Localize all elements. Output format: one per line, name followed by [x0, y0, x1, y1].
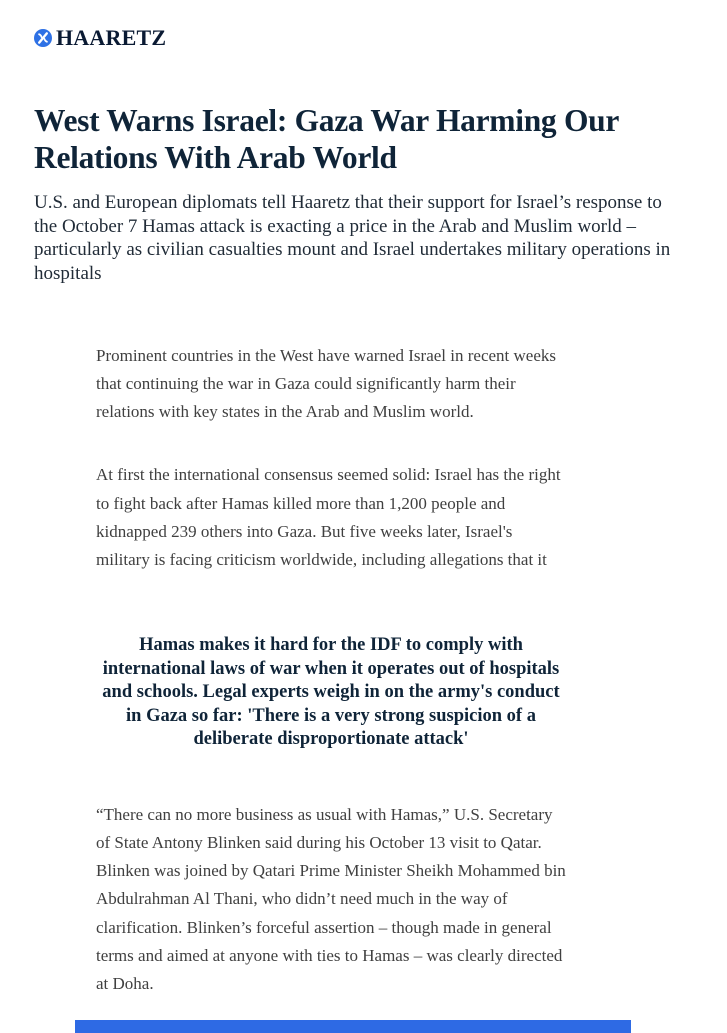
haaretz-globe-icon [34, 29, 52, 47]
bottom-banner-edge [75, 1020, 631, 1033]
body-paragraph: “There can no more business as usual with Hamas,” U.S. Secretary of State Antony Blinken said during his October 13 visit to Qatar. Blinken was joined by Qatari Prime Minister Sheikh Mohammed bin Abdulrahman Al Thani, who didn’t need much in the way of clarification. Blinken’s forceful assertion – though made in general terms and aimed at anyone with ties to Hamas – was clearly directed at Doha. [96, 804, 566, 993]
article-head [0, 49, 727, 286]
haaretz-logo[interactable] [34, 27, 166, 49]
pull-quote: Hamas makes it hard for the IDF to comply with international laws of war when it operates out of hospitals and schools. Legal experts weigh in on the army's conduct in Gaza so far: 'There is a very strong suspicion of a deliberate disproportionate attack' [102, 635, 560, 750]
body-paragraph: Prominent countries in the West have warned Israel in recent weeks that continuing the war in Gaza could significantly harm their relations with key states in the Arab and Muslim world. [96, 345, 556, 422]
article-subheadline: U.S. and European diplomats tell Haaretz that their support for Israel’s response to the October 7 Hamas attack is exacting a price in the Arab and Muslim world – particularly as civilian casualties mount and Israel undertakes military operations in hospitals [34, 192, 671, 285]
article-body [96, 342, 566, 998]
haaretz-wordmark: HAARETZ [56, 25, 167, 50]
body-paragraph: At first the international consensus seemed solid: Israel has the right to fight back after Hamas killed more than 1,200 people and kidnapped 239 others into Gaza. But five weeks later, Israel's military is facing criticism worldwide, including allegations that it [96, 465, 561, 570]
article-headline: West Warns Israel: Gaza War Harming Our Relations With Arab World [34, 103, 619, 175]
site-header [0, 0, 727, 49]
